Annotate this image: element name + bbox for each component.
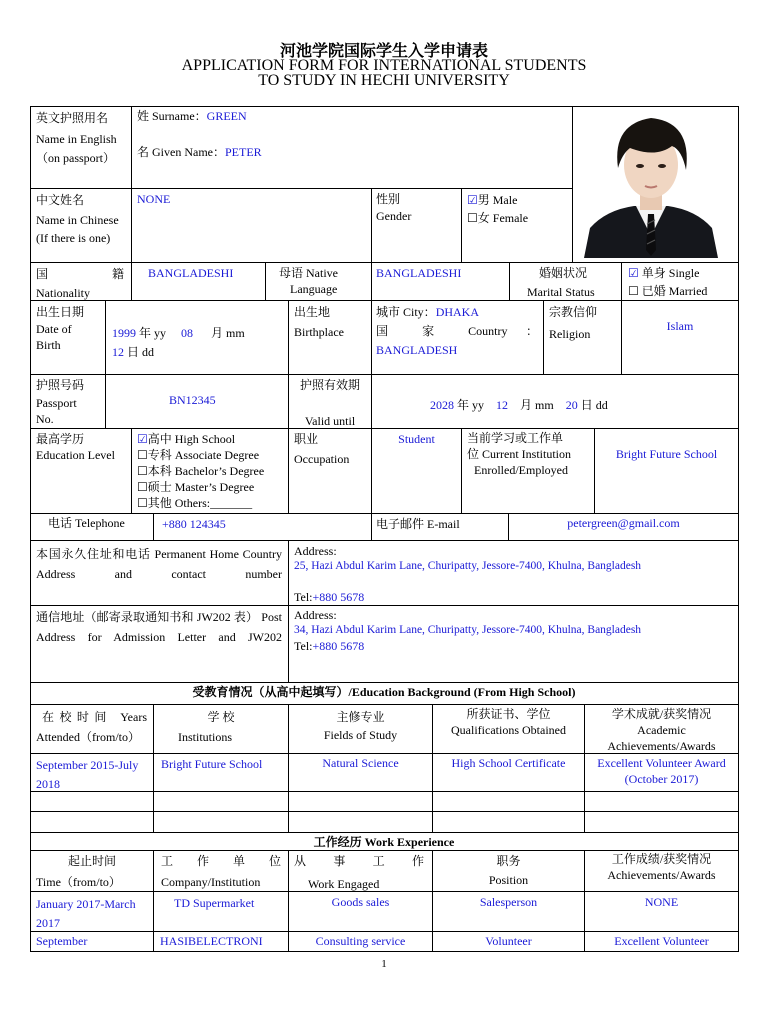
- native-language-value[interactable]: BANGLADESHI: [376, 266, 462, 280]
- work-header-engaged-cn: 从 事 工 作: [294, 854, 424, 868]
- birthplace-label-cn: 出生地: [294, 305, 331, 319]
- passport-label-en: Passport No.: [36, 396, 77, 426]
- birth-country-label: [376, 323, 538, 339]
- edu-header-institutions-cn: 学 校: [207, 710, 235, 724]
- edu-header-qualification-en: Qualifications Obtained: [451, 723, 566, 737]
- post-tel-label: Tel:: [294, 639, 313, 653]
- education-option-label: 高中 High School: [147, 432, 236, 446]
- gender-female-label: 女 Female: [477, 211, 529, 225]
- work-row-1-time[interactable]: January 2017-March 2017: [36, 897, 136, 930]
- work-header-time-cn: 起止时间: [67, 854, 116, 868]
- dob-month-unit: 月 mm: [211, 326, 245, 340]
- edu-header-years-cn: 在校时间 Years: [42, 710, 147, 724]
- education-option-bachelor[interactable]: [137, 463, 264, 479]
- dob-day-unit: 日 dd: [127, 345, 155, 359]
- edu-header-institutions-en: Institutions: [177, 730, 232, 744]
- nationality-label-cn-1: 国: [36, 267, 79, 281]
- work-header-engaged-en: Work Engaged: [308, 877, 380, 891]
- work-row-1-company[interactable]: TD Supermarket: [174, 896, 255, 910]
- marital-single-label: 单身 Single: [641, 266, 700, 280]
- chinese-name-label-en: Name in Chinese (If there is one): [36, 213, 119, 245]
- work-row-2-position[interactable]: Volunteer: [485, 934, 532, 948]
- education-option-master[interactable]: [137, 479, 264, 495]
- gender-label-cn: 性别: [376, 192, 401, 206]
- passport-valid-label-cn: 护照有效期: [299, 378, 360, 392]
- email-value[interactable]: petergreen@gmail.com: [567, 516, 680, 530]
- email-label: 电子邮件 E-mail: [376, 517, 460, 531]
- passport-number-value[interactable]: BN12345: [169, 393, 216, 407]
- marital-married-label: 已婚 Married: [641, 284, 708, 298]
- work-header-position-en: Position: [488, 873, 529, 887]
- person-portrait-icon: [576, 110, 726, 258]
- edu-row-years[interactable]: September 2015-July 2018: [36, 758, 139, 791]
- checkbox-empty-icon: ☐: [628, 284, 639, 298]
- valid-day-unit: 日 dd: [580, 398, 608, 412]
- gender-female-option[interactable]: [467, 210, 528, 226]
- occupation-label-en: Occupation: [294, 452, 350, 466]
- checkbox-checked-icon: ☑: [467, 193, 478, 207]
- education-level-label-cn: 最高学历: [36, 432, 85, 446]
- birth-country-label-en: Country: [468, 324, 508, 338]
- nationality-label-cn: [36, 266, 124, 282]
- dob-year-unit: 年 yy: [139, 326, 167, 340]
- valid-year-unit: 年 yy: [457, 398, 485, 412]
- gender-male-label: 男 Male: [477, 193, 518, 207]
- post-address-label: 通信地址（邮寄录取通知书和 JW202 表） Post Address for Admission Letter and JW202: [36, 610, 282, 644]
- edu-row-awards[interactable]: Excellent Volunteer Award (October 2017): [597, 756, 726, 786]
- passport-valid-date[interactable]: [430, 397, 608, 413]
- work-header-awards-en: Achievements/Awards: [607, 868, 716, 882]
- home-address-value[interactable]: 25, Hazi Abdul Karim Lane, Churipatty, Jessore-7400, Khulna, Bangladesh: [294, 560, 642, 572]
- checkbox-empty-icon: ☐: [137, 448, 148, 462]
- checkbox-empty-icon: ☐: [137, 480, 148, 494]
- surname-label: 姓 Surname：: [137, 109, 207, 123]
- occupation-label-cn: 职业: [294, 432, 319, 446]
- work-section-title: 工作经历 Work Experience: [313, 835, 455, 849]
- native-language-label-en: Language: [290, 282, 338, 296]
- valid-month-unit: 月 mm: [520, 398, 554, 412]
- valid-year: 2028: [430, 398, 454, 412]
- marital-married-option[interactable]: [628, 283, 707, 299]
- current-institution-label-2: 位 Current Institution: [467, 447, 571, 461]
- work-row-2-company[interactable]: HASIBELECTRONI: [160, 934, 263, 948]
- current-institution-label-3: Enrolled/Employed: [474, 463, 568, 477]
- passport-label-cn: 护照号码: [36, 378, 85, 392]
- checkbox-empty-icon: ☐: [467, 211, 478, 225]
- work-header-company-cn: 工 作 单 位: [161, 854, 281, 868]
- edu-header-qualification-cn: 所获证书、学位: [466, 707, 551, 721]
- dob-day: 12: [112, 345, 124, 359]
- education-option-label: 专科 Associate Degree: [147, 448, 260, 462]
- dob-value[interactable]: [112, 324, 284, 362]
- passport-valid-label-en: Valid until: [304, 414, 356, 428]
- applicant-photo: [576, 110, 726, 258]
- work-header-awards-cn: 工作成绩/获奖情况: [611, 852, 712, 866]
- birth-country-label-cn2: 家: [422, 324, 450, 338]
- dob-year: 1999: [112, 326, 136, 340]
- birthplace-label-en: Birthplace: [294, 325, 344, 339]
- form-title-english-line1: APPLICATION FORM FOR INTERNATIONAL STUDENTS: [181, 57, 587, 74]
- checkbox-checked-icon: ☑: [137, 432, 148, 446]
- education-option-label: 硕士 Master’s Degree: [147, 480, 255, 494]
- work-row-1-awards[interactable]: NONE: [644, 895, 679, 909]
- edu-header-field-cn: 主修专业: [336, 710, 385, 724]
- work-row-1-work[interactable]: Goods sales: [331, 895, 390, 909]
- education-section-title: 受教育情况（从高中起填写）/Education Background (From High School): [192, 685, 576, 699]
- dob-month: 08: [181, 326, 194, 340]
- valid-day: 20: [565, 398, 578, 412]
- home-address-prefix: Address:: [294, 544, 337, 558]
- work-row-2-awards[interactable]: Excellent Volunteer: [614, 934, 709, 948]
- dob-label-en: Date of Birth: [36, 322, 72, 352]
- current-institution-label-1: 当前学习或工作单: [467, 431, 564, 445]
- marital-single-option[interactable]: [628, 265, 699, 281]
- given-name-field[interactable]: [137, 144, 262, 160]
- chinese-name-label-cn: 中文姓名: [36, 193, 85, 207]
- work-row-2-work[interactable]: Consulting service: [315, 934, 406, 948]
- education-option-high-school[interactable]: [137, 431, 264, 447]
- marital-label-cn: 婚姻状况: [539, 266, 588, 280]
- page-number: 1: [381, 958, 387, 970]
- work-header-time-en: Time（from/to）: [36, 875, 121, 889]
- birth-country-label-cn: 国: [376, 324, 404, 338]
- birth-city-label: 城市 City：: [376, 305, 436, 319]
- valid-month: 12: [496, 398, 509, 412]
- post-tel-field[interactable]: [294, 638, 364, 654]
- religion-value[interactable]: Islam: [666, 319, 694, 333]
- edu-header-awards-cn: 学术成就/获奖情况: [611, 707, 712, 721]
- nationality-value[interactable]: BANGLADESHI: [148, 266, 234, 280]
- education-option-label: 本科 Bachelor’s Degree: [147, 464, 265, 478]
- work-header-company-en: Company/Institution: [161, 875, 261, 889]
- current-institution-value[interactable]: Bright Future School: [615, 447, 718, 461]
- home-address-label: 本国永久住址和电话 Permanent Home Country Address and contact number: [36, 547, 282, 581]
- current-institution-label: [467, 430, 593, 478]
- education-option-label: 其他 Others:_______: [147, 496, 253, 510]
- dob-label-cn: 出生日期: [36, 305, 85, 319]
- home-tel-label: Tel:: [294, 590, 313, 604]
- nationality-label-cn-2: 籍: [111, 267, 124, 281]
- name-label-cn: 英文护照用名: [36, 111, 109, 125]
- telephone-label: 电话 Telephone: [48, 516, 125, 530]
- surname-field[interactable]: [137, 108, 247, 124]
- form-title-chinese: 河池学院国际学生入学申请表: [279, 43, 488, 60]
- post-tel-value: +880 5678: [312, 639, 365, 653]
- birth-city-field[interactable]: [376, 304, 479, 320]
- form-title-english-line2: TO STUDY IN HECHI UNIVERSITY: [258, 72, 510, 89]
- checkbox-empty-icon: ☐: [137, 464, 148, 478]
- nationality-label-en: Nationality: [36, 286, 90, 300]
- education-level-label-en: Education Level: [36, 448, 115, 462]
- surname-value: GREEN: [206, 109, 247, 123]
- work-row-2-time[interactable]: September: [36, 934, 88, 948]
- post-address-value[interactable]: 34, Hazi Abdul Karim Lane, Churipatty, Jessore-7400, Khulna, Bangladesh: [294, 624, 642, 636]
- given-name-label: 名 Given Name：: [137, 145, 225, 159]
- edu-row-institution[interactable]: Bright Future School: [161, 757, 263, 771]
- chinese-name-value[interactable]: NONE: [137, 192, 171, 206]
- edu-row-field[interactable]: Natural Science: [322, 756, 399, 770]
- name-label-en: Name in English （on passport）: [36, 132, 117, 165]
- religion-label-en: Religion: [549, 327, 591, 341]
- checkbox-checked-icon: ☑: [628, 266, 639, 280]
- education-level-options: [137, 431, 264, 511]
- occupation-value[interactable]: Student: [398, 432, 435, 446]
- edu-row-qualification[interactable]: High School Certificate: [451, 756, 566, 770]
- marital-label-en: Marital Status: [527, 285, 595, 299]
- work-header-position-cn: 职务: [496, 854, 521, 868]
- home-tel-field[interactable]: [294, 589, 364, 605]
- native-language-label-cn: 母语 Native: [279, 266, 338, 280]
- checkbox-empty-icon: ☐: [137, 496, 148, 510]
- telephone-value[interactable]: +880 124345: [162, 517, 226, 531]
- birth-city-value: DHAKA: [435, 305, 480, 319]
- gender-male-option[interactable]: [467, 192, 517, 208]
- birth-country-colon: ：: [526, 324, 539, 338]
- edu-header-field-en: Fields of Study: [323, 728, 398, 742]
- edu-header-awards-en: Academic Achievements/Awards: [607, 723, 716, 753]
- edu-header-years-en: Attended（from/to）: [36, 730, 140, 744]
- birth-country-value[interactable]: BANGLADESH: [376, 343, 458, 357]
- education-option-associate[interactable]: [137, 447, 264, 463]
- work-row-1-position[interactable]: Salesperson: [479, 895, 538, 909]
- education-option-others[interactable]: [137, 495, 264, 511]
- religion-label-cn: 宗教信仰: [549, 305, 598, 319]
- home-tel-value: +880 5678: [312, 590, 365, 604]
- post-address-prefix: Address:: [294, 608, 337, 622]
- given-name-value: PETER: [224, 145, 262, 159]
- gender-label-en: Gender: [376, 209, 412, 223]
